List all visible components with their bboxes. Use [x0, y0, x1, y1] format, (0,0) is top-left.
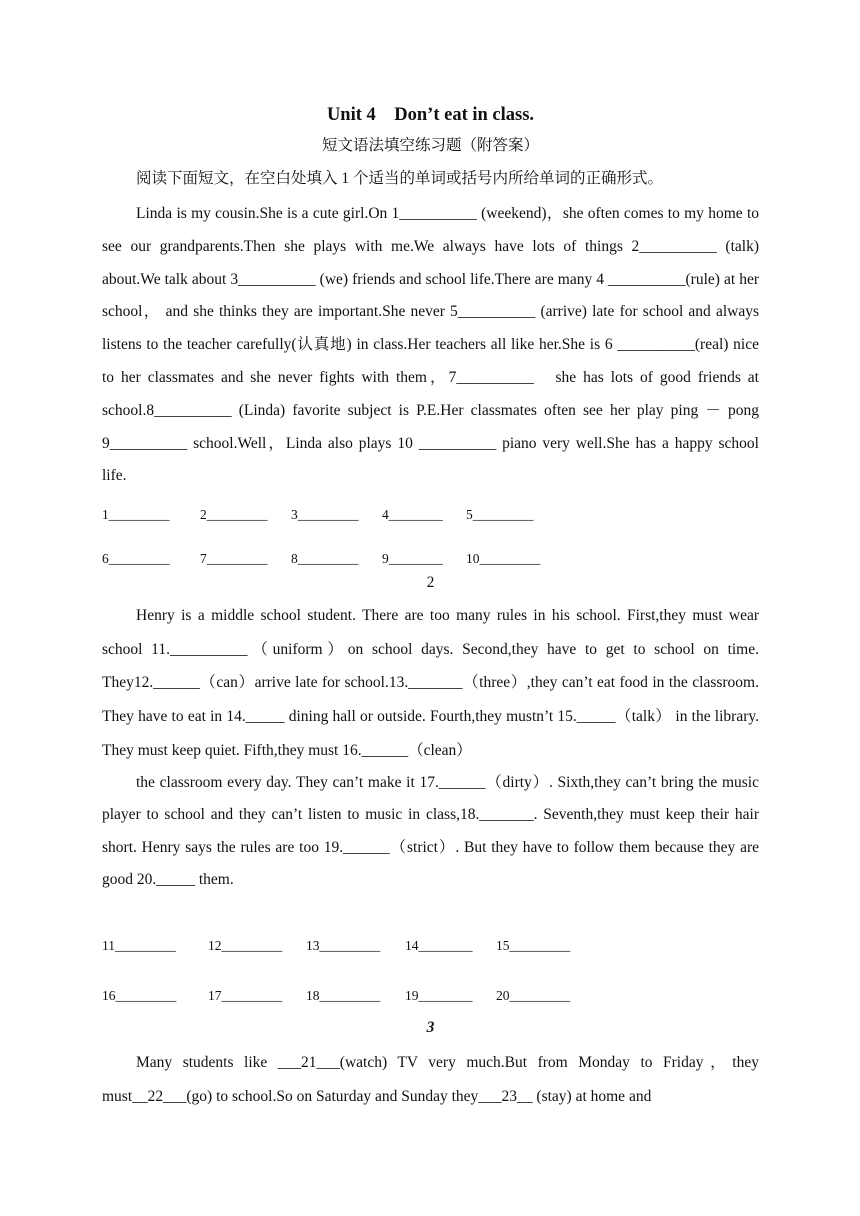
page-title: Unit 4 Don’t eat in class.	[326, 105, 535, 125]
answer-blank: 10_________	[466, 551, 541, 567]
answer-blank: 17_________	[208, 987, 283, 1003]
answer-blank: 3_________	[291, 507, 359, 523]
answer-row-1-10-a	[102, 503, 759, 527]
answer-blank: 13_________	[306, 937, 381, 953]
instructions: 阅读下面短文，在空白处填入 1 个适当的单词或括号内所给单词的正确形式。	[136, 170, 664, 187]
answer-blank: 1_________	[102, 507, 170, 523]
answer-blank: 18_________	[306, 987, 381, 1003]
answer-blank: 4________	[382, 507, 443, 523]
answer-row-11-20-b	[102, 984, 759, 1008]
passage-2-part-2: the classroom every day. They can’t make it 17.______（dirty）. Sixth,they can’t bring the music player to school and they can’t listen to music in class,18._______. Seventh,they must keep their hair short. Henry says the rules are too 19.______（strict）. But they have to follow them because they are good 20._____ them.	[102, 774, 759, 888]
answer-blank: 20_________	[496, 987, 571, 1003]
answer-row-1-10-b	[102, 547, 759, 571]
answer-blank: 8_________	[291, 551, 359, 567]
answer-blank: 2_________	[200, 507, 268, 523]
answer-row-11-20-a	[102, 934, 759, 958]
passage-1: Linda is my cousin.She is a cute girl.On 1__________ (weekend)，she often comes to my home to see our grandparents.Then she plays with me.We always have lots of things 2__________ (talk) about.We talk about 3__________ (we) friends and school life.There are many 4 __________(rule) at her school， and she thinks they are important.She never 5__________ (arrive) late for school and always listens to the teacher carefully(认真地) in class.Her teachers all like her.She is 6 __________(real) nice to her classmates and she never fights with them，7__________ she has lots of good friends at school.8__________ (Linda) favorite subject is P.E.Her classmates often see her play ping － pong 9__________ school.Well，Linda also plays 10 __________ piano very well.She has a happy school life.	[102, 205, 759, 485]
answer-blank: 9________	[382, 551, 443, 567]
answer-blank: 19________	[405, 987, 473, 1003]
answer-blank: 15_________	[496, 937, 571, 953]
answer-blank: 5_________	[466, 507, 534, 523]
passage-3: Many students like ___21___(watch) TV very much.But from Monday to Friday，they must__22___(go) to school.So on Saturday and Sunday they___23__ (stay) at home and	[102, 1053, 759, 1105]
section-number: 2	[426, 574, 435, 592]
answer-blank: 16_________	[102, 987, 177, 1003]
section-number: 3	[426, 1018, 435, 1036]
answer-blank: 14________	[405, 937, 473, 953]
document-content	[102, 100, 759, 1114]
page-subtitle: 短文语法填空练习题（附答案）	[321, 137, 539, 154]
answer-blank: 6_________	[102, 551, 170, 567]
answer-blank: 7_________	[200, 551, 268, 567]
passage-2-part-1: Henry is a middle school student. There are too many rules in his school. First,they must wear school 11.__________（uniform）on school days. Second,they have to get to school on time. They12.______（can）arrive late for school.13._______（three）,they can’t eat food in the classroom. They have to eat in 14._____ dining hall or outside. Fourth,they mustn’t 15._____（talk） in the library. They must keep quiet. Fifth,they must 16.______（clean）	[102, 607, 759, 759]
answer-blank: 11_________	[102, 937, 176, 953]
answer-blank: 12_________	[208, 937, 283, 953]
